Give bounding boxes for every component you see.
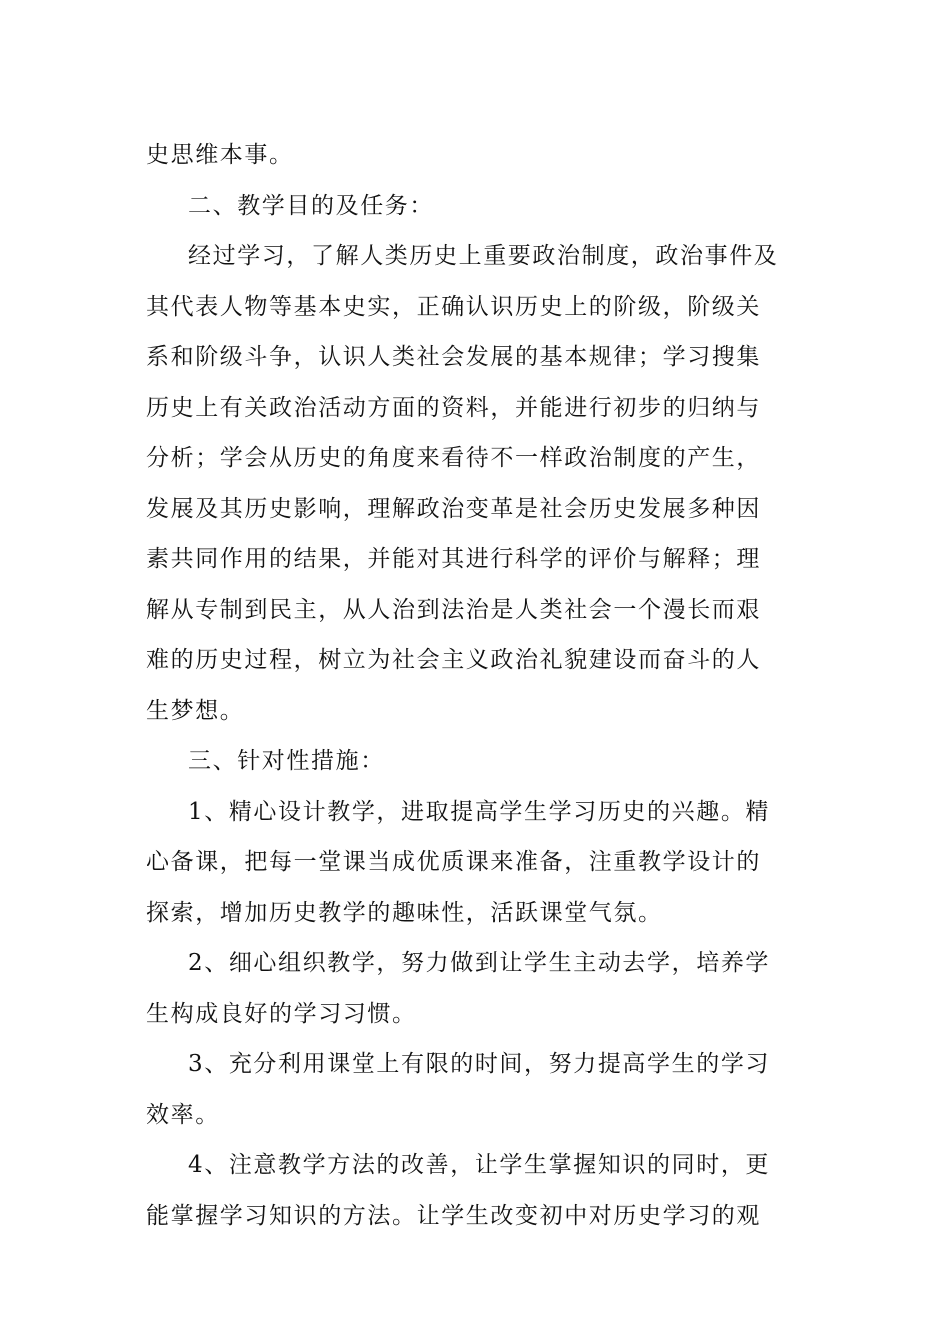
- text-line: 素共同作用的结果，并能对其进行科学的评价与解释；理: [146, 546, 761, 572]
- text-line: 效率。: [146, 1101, 220, 1128]
- text-line: 发展及其历史影响，理解政治变革是社会历史发展多种因: [146, 495, 761, 522]
- text-line: 1、精心设计教学，进取提高学生学习历史的兴趣。精: [188, 798, 771, 825]
- document-body: [146, 130, 806, 1241]
- text-line: 分析；学会从历史的角度来看待不一样政治制度的产生，: [146, 445, 761, 471]
- text-line: 系和阶级斗争，认识人类社会发展的基本规律；学习搜集: [146, 344, 761, 370]
- text-line: 心备课，把每一堂课当成优质课来准备，注重教学设计的: [146, 849, 761, 875]
- text-line: 历史上有关政治活动方面的资料，并能进行初步的归纳与: [146, 394, 761, 421]
- section-heading: 二、教学目的及任务：: [188, 192, 434, 219]
- text-line: 解从专制到民主，从人治到法治是人类社会一个漫长而艰: [146, 596, 761, 623]
- text-line: 其代表人物等基本史实，正确认识历史上的阶级，阶级关: [146, 293, 761, 320]
- text-line: 生梦想。: [146, 697, 245, 724]
- text-line: 探索，增加历史教学的趣味性，活跃课堂气氛。: [146, 899, 663, 926]
- text-line: 难的历史过程，树立为社会主义政治礼貌建设而奋斗的人: [146, 647, 761, 673]
- text-line: 生构成良好的学习习惯。: [146, 1000, 417, 1027]
- text-line: 史思维本事。: [146, 142, 294, 168]
- text-line: 经过学习，了解人类历史上重要政治制度，政治事件及: [188, 243, 779, 269]
- text-line: 2、细心组织教学，努力做到让学生主动去学，培养学: [188, 950, 771, 976]
- text-line: 4、注意教学方法的改善，让学生掌握知识的同时，更: [188, 1152, 771, 1178]
- text-line: 3、充分利用课堂上有限的时间，努力提高学生的学习: [188, 1051, 771, 1077]
- text-line: 能掌握学习知识的方法。让学生改变初中对历史学习的观: [146, 1202, 761, 1229]
- section-heading: 三、针对性措施：: [188, 748, 385, 774]
